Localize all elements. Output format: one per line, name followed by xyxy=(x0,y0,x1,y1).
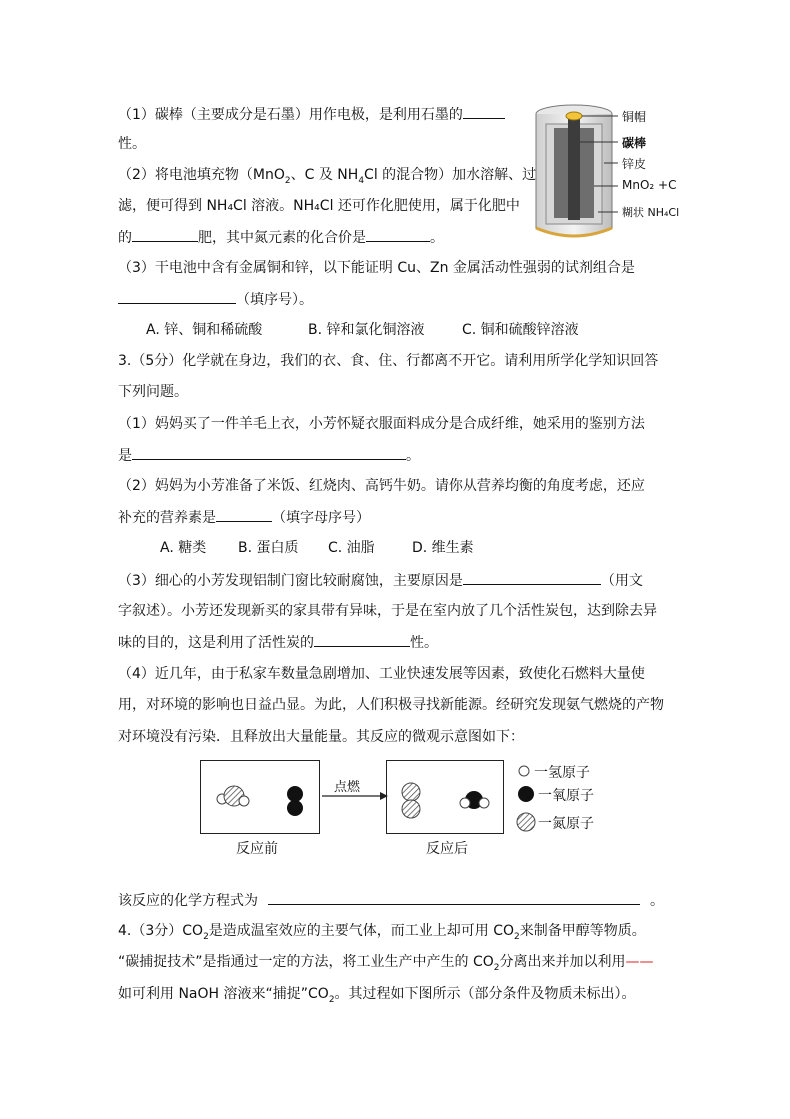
before-label: 反应前 xyxy=(236,841,278,857)
legend-nitrogen: 一氮原子 xyxy=(538,816,594,832)
answer-blank[interactable] xyxy=(216,507,272,522)
q3-line-9: 味的目的，这是利用了活性炭的 性。 xyxy=(118,632,438,653)
arrow-label: 点燃 xyxy=(334,780,361,795)
q3-option-d: D. 维生素 xyxy=(412,540,474,556)
q2-line-4: 滤，便可得到 NH₄Cl 溶液。NH₄Cl 还可作化肥使用，属于化肥中 xyxy=(118,198,520,214)
q2-option-b: B. 锌和氯化铜溶液 xyxy=(308,322,425,338)
q2-line-2: 性。 xyxy=(118,136,146,152)
answer-blank[interactable] xyxy=(463,570,601,585)
o2-molecule xyxy=(287,786,303,816)
q3-line-4: 是 。 xyxy=(118,445,420,466)
q4-line-3: 如可利用 NaOH 溶液来“捕捉$”CO_2$。其过程如下图所示（部分条件及物质未标出）。 xyxy=(118,986,636,1005)
answer-blank[interactable] xyxy=(268,890,640,905)
q3-line-10: （4）近几年，由于私家车数量急剧增加、工业快速发展等因素，致使化石燃料大量使 xyxy=(118,666,645,682)
q3-line-7: （3）细心的小芳发现铝制门窗比较耐腐蚀，主要原因是 （用文 xyxy=(118,570,643,591)
answer-blank[interactable] xyxy=(132,227,198,242)
label-mno2-c: MnO₂ +C xyxy=(622,178,677,192)
answer-blank[interactable] xyxy=(132,445,406,460)
label-copper-cap: 铜帽 xyxy=(622,110,647,124)
q3-line-13: 该反应的化学方程式为 。 xyxy=(118,890,664,911)
q3-line-12: 对环境没有污染．且释放出大量能量。其反应的微观示意图如下： xyxy=(118,729,524,745)
q3-option-b: B. 蛋白质 xyxy=(238,540,299,556)
battery-diagram xyxy=(528,100,688,246)
q2-option-c: C. 铜和硫酸锌溶液 xyxy=(462,322,579,338)
after-label: 反应后 xyxy=(426,841,468,857)
legend-nitrogen-icon xyxy=(517,813,535,831)
q3-line-2: 下列问题。 xyxy=(118,384,188,400)
q3-option-c: C. 油脂 xyxy=(328,540,375,556)
legend-oxygen-icon xyxy=(518,786,534,802)
q3-line-11: 用，对环境的影响也日益凸显。为此，人们积极寻找新能源。经研究发现氨气燃烧的产物 xyxy=(118,697,664,713)
legend-hydrogen-icon xyxy=(519,766,529,776)
answer-blank[interactable] xyxy=(314,632,410,647)
answer-blank[interactable] xyxy=(463,104,505,119)
legend-hydrogen: 一氢原子 xyxy=(534,765,590,781)
q4-line-2: “碳捕捉技术”是指通过一定的方法，将工业生产中产生的 $CO_2$分离出来并加以利用—— xyxy=(118,954,654,973)
answer-blank[interactable] xyxy=(366,227,430,242)
q3-option-a: A. 糖类 xyxy=(160,540,207,556)
q2-line-6: （3）干电池中含有金属铜和锌，以下能证明 Cu、Zn 金属活动性强弱的试剂组合是 xyxy=(118,260,635,276)
label-nh4cl-paste: 糊状 NH₄Cl xyxy=(622,206,680,219)
q3-line-6: 补充的营养素是 （填字母序号） xyxy=(118,507,370,528)
label-carbon-rod: 碳棒 xyxy=(622,136,647,150)
nh3-molecule xyxy=(217,786,249,806)
legend-oxygen: 一氧原子 xyxy=(538,788,594,804)
q2-option-a: A. 锌、铜和稀硫酸 xyxy=(146,322,263,338)
q3-line-1: 3.（5分）化学就在身边，我们的衣、食、住、行都离不开它。请利用所学化学知识回答 xyxy=(118,353,659,369)
q3-line-5: （2）妈妈为小芳准备了米饭、红烧肉、高钙牛奶。请你从营养均衡的角度考虑，还应 xyxy=(118,478,645,494)
q2-line-7: （填序号）。 xyxy=(118,289,313,310)
q2-line-5: 的 肥，其中氮元素的化合价是 。 xyxy=(118,227,444,248)
h2o-molecule xyxy=(460,791,489,809)
n2-molecule xyxy=(402,783,420,818)
q2-line-1: （1）碳棒（主要成分是石墨）用作电极，是利用石墨的 xyxy=(118,104,505,125)
label-zinc-shell: 锌皮 xyxy=(622,157,647,171)
answer-blank[interactable] xyxy=(118,289,236,304)
q2-line-3: （2）将电池填充物（MnO$_2$、C 及 $NH_4Cl$ 的混合物）加水溶解、过 xyxy=(118,167,537,186)
q3-line-8: 字叙述）。小芳还发现新买的家具带有异味，于是在室内放了几个活性炭包，达到除去异 xyxy=(118,603,657,619)
q3-line-3: （1）妈妈买了一件羊毛上衣，小芳怀疑衣服面料成分是合成纤维，她采用的鉴别方法 xyxy=(118,416,645,432)
q4-line-1: 4.（3分）$CO_2$是造成温室效应的主要气体，而工业上却可用 $CO_2$来制备甲醇等物质。 xyxy=(118,923,646,942)
